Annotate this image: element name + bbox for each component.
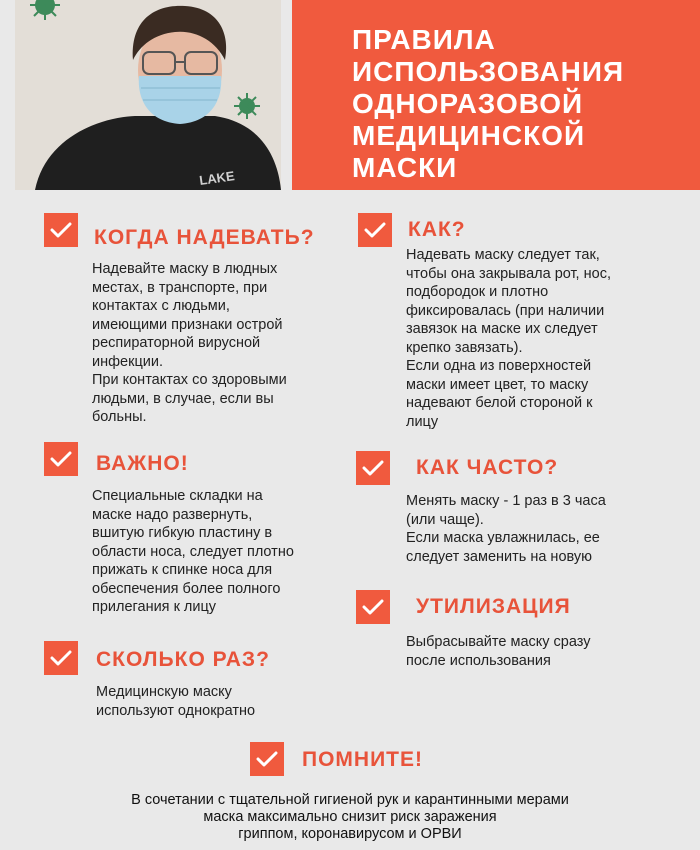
- text-line: гриппом, коронавирусом и ОРВИ: [238, 826, 462, 842]
- section-body-disposal: [406, 633, 676, 670]
- title-banner: [292, 0, 700, 190]
- section-heading-when: КОГДА НАДЕВАТЬ?: [94, 226, 315, 249]
- checkmark-icon: [356, 590, 390, 624]
- closing-text: [40, 792, 660, 843]
- page-title: [352, 24, 672, 184]
- text-line: подбородок и плотно: [406, 284, 549, 300]
- title-line: МЕДИЦИНСКОЙ: [352, 120, 586, 151]
- title-line: ОДНОРАЗОВОЙ: [352, 88, 584, 119]
- text-line: лицу: [406, 413, 439, 430]
- section-body-when: [92, 260, 332, 427]
- section-body-how: [406, 246, 676, 431]
- section-body-important: [92, 487, 342, 617]
- text-line: Выбрасывайте маску сразу: [406, 634, 591, 650]
- text-line: Менять маску - 1 раз в 3 часа: [406, 493, 606, 509]
- section-body-how-often: [406, 492, 676, 566]
- checkmark-icon: [250, 742, 284, 776]
- text-line: респираторной вирусной: [92, 335, 261, 351]
- text-line: надевают белой стороной к: [406, 395, 593, 411]
- text-line: Если одна из поверхностей: [406, 358, 592, 374]
- text-line: Надевайте маску в людных: [92, 261, 278, 277]
- text-line: маске надо развернуть,: [92, 506, 253, 523]
- text-line: следует заменить на новую: [406, 548, 593, 565]
- text-line: Надевать маску следует так,: [406, 247, 600, 263]
- checkmark-icon: [44, 641, 78, 675]
- section-body-how-many: [96, 683, 336, 720]
- text-line: Если маска увлажнилась, ее: [406, 530, 600, 546]
- text-line: вшитую гибкую пластину в: [92, 525, 273, 541]
- text-line: Медицинскую маску: [96, 684, 232, 700]
- text-line: крепко завязать).: [406, 339, 523, 356]
- text-line: прижать к спинке носа для: [92, 562, 273, 578]
- text-line: местах, в транспорте, при: [92, 279, 268, 296]
- text-line: инфекции.: [92, 353, 163, 370]
- text-line: маска максимально снизит риск заражения: [203, 809, 497, 825]
- text-line: Специальные складки на: [92, 488, 263, 504]
- title-line: ПРАВИЛА: [352, 24, 496, 55]
- text-line: контактах с людьми,: [92, 298, 230, 314]
- section-heading-how-often: КАК ЧАСТО?: [416, 456, 559, 479]
- text-line: В сочетании с тщательной гигиеной рук и карантинными мерами: [131, 792, 569, 808]
- section-heading-how: КАК?: [408, 218, 466, 241]
- title-line: ИСПОЛЬЗОВАНИЯ: [352, 56, 625, 87]
- section-heading-remember: ПОМНИТЕ!: [302, 748, 424, 771]
- checkmark-icon: [44, 442, 78, 476]
- text-line: прилегания к лицу: [92, 599, 217, 615]
- text-line: людьми, в случае, если вы: [92, 390, 274, 407]
- text-line: больны.: [92, 409, 147, 425]
- section-heading-important: ВАЖНО!: [96, 452, 189, 475]
- section-heading-disposal: УТИЛИЗАЦИЯ: [416, 595, 571, 618]
- person-photo: [15, 0, 281, 190]
- text-line: завязок на маске их следует: [406, 321, 598, 337]
- text-line: (или чаще).: [406, 511, 484, 528]
- text-line: области носа, следует плотно: [92, 543, 294, 560]
- text-line: используют однократно: [96, 702, 256, 719]
- checkmark-icon: [358, 213, 392, 247]
- title-line: МАСКИ: [352, 152, 458, 183]
- text-line: обеспечения более полного: [92, 580, 281, 597]
- svg-text:LAKE: LAKE: [198, 168, 236, 188]
- text-line: фиксировалась (при наличии: [406, 302, 605, 319]
- text-line: При контактах со здоровыми: [92, 372, 287, 388]
- text-line: имеющими признаки острой: [92, 316, 283, 333]
- text-line: чтобы она закрывала рот, нос,: [406, 265, 611, 282]
- text-line: маски имеет цвет, то маску: [406, 376, 589, 393]
- section-heading-how-many: СКОЛЬКО РАЗ?: [96, 648, 270, 671]
- checkmark-icon: [44, 213, 78, 247]
- text-line: после использования: [406, 652, 551, 669]
- checkmark-icon: [356, 451, 390, 485]
